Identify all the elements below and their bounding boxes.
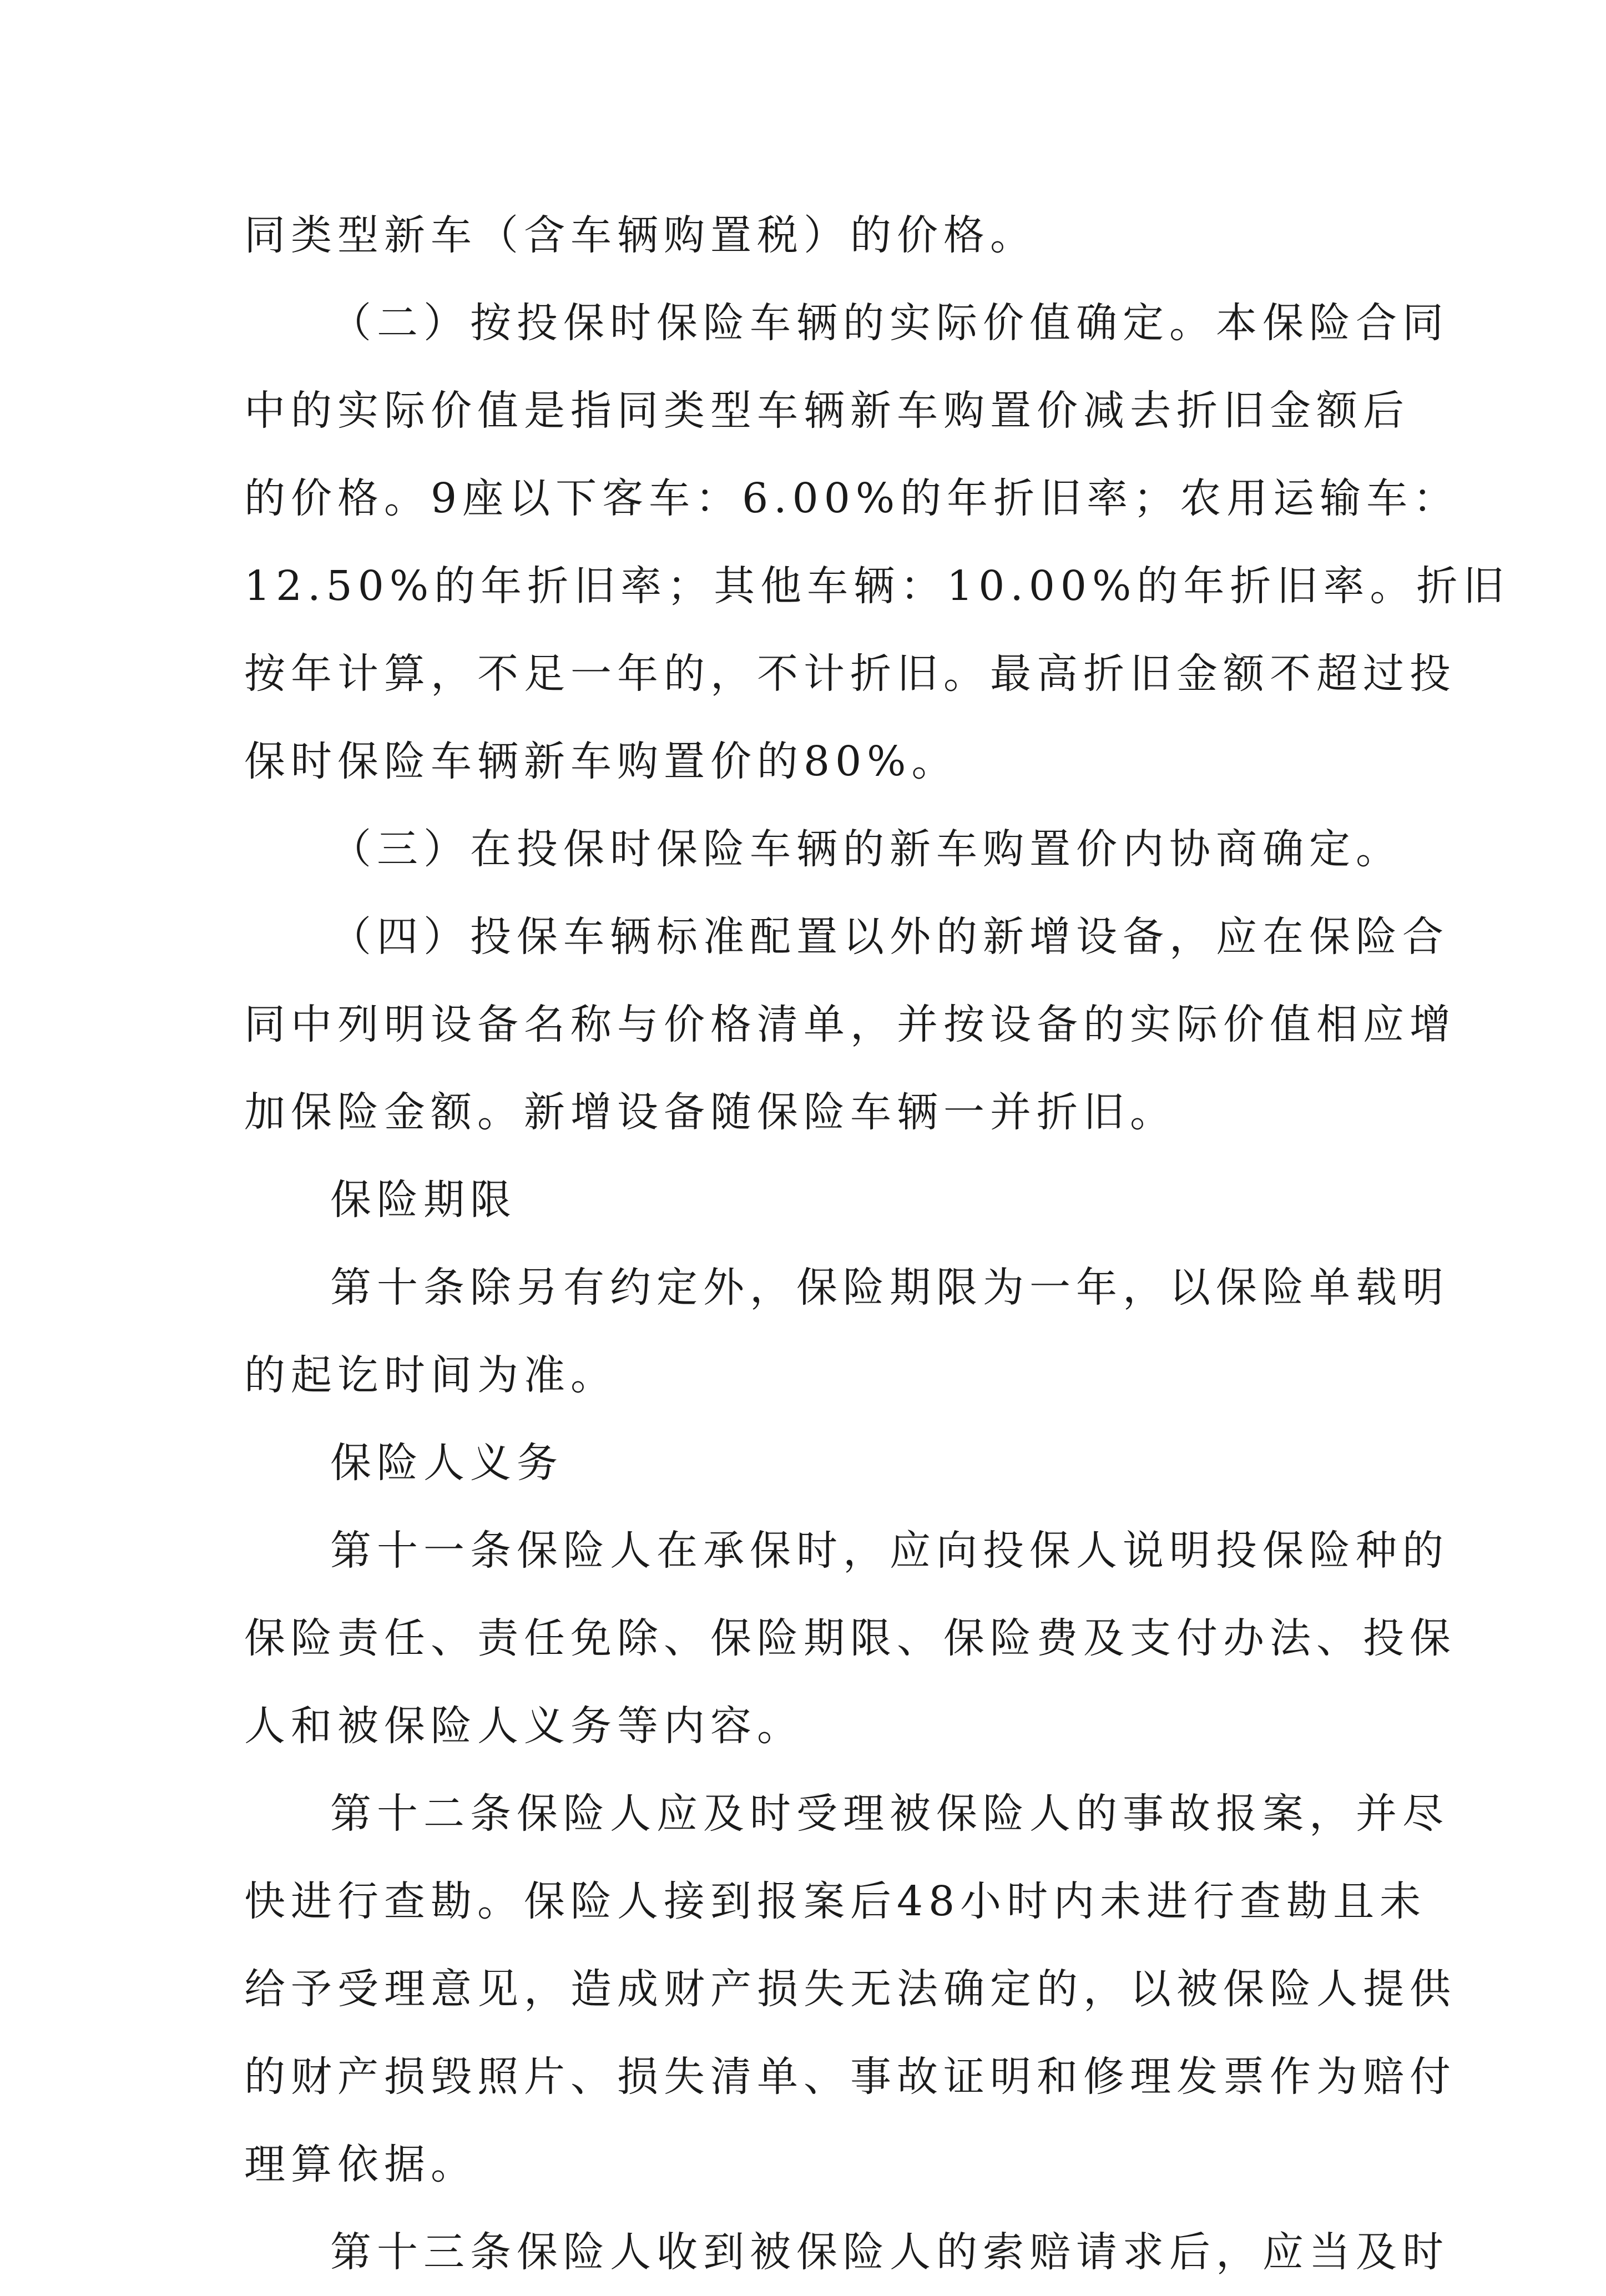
text-line: 第十三条保险人收到被保险人的索赔请求后，应当及时 xyxy=(330,2228,1449,2276)
text-line: 第十条除另有约定外，保险期限为一年，以保险单载明 xyxy=(330,1264,1449,1311)
text-line: 同中列明设备名称与价格清单，并按设备的实际价值相应增 xyxy=(244,1001,1456,1048)
section-heading-insurance-period: 保险期限 xyxy=(330,1176,517,1224)
text-line: 给予受理意见，造成财产损失无法确定的，以被保险人提供 xyxy=(244,1965,1456,2013)
text-line: 同类型新车（含车辆购置税）的价格。 xyxy=(244,211,1037,259)
section-heading-insurer-obligations: 保险人义务 xyxy=(330,1439,563,1487)
text-line: 第十一条保险人在承保时，应向投保人说明投保险种的 xyxy=(330,1527,1449,1575)
text-line: 中的实际价值是指同类型车辆新车购置价减去折旧金额后 xyxy=(244,387,1410,435)
text-line: 保时保险车辆新车购置价的80%。 xyxy=(244,738,958,785)
text-line: 12.50%的年折旧率；其他车辆：10.00%的年折旧率。折旧 xyxy=(244,562,1510,610)
text-line: 加保险金额。新增设备随保险车辆一并折旧。 xyxy=(244,1088,1176,1136)
text-line: 人和被保险人义务等内容。 xyxy=(244,1702,804,1750)
text-line: （四）投保车辆标准配置以外的新增设备，应在保险合 xyxy=(330,913,1449,961)
text-line: 的起讫时间为准。 xyxy=(244,1351,617,1399)
document-body xyxy=(244,191,1510,2296)
text-line: （二）按投保时保险车辆的实际价值确定。本保险合同 xyxy=(330,299,1449,347)
text-line: 保险责任、责任免除、保险期限、保险费及支付办法、投保 xyxy=(244,1614,1456,1662)
text-line: 的财产损毁照片、损失清单、事故证明和修理发票作为赔付 xyxy=(244,2053,1456,2101)
text-line: 按年计算，不足一年的，不计折旧。最高折旧金额不超过投 xyxy=(244,650,1456,698)
text-line: 第十二条保险人应及时受理被保险人的事故报案，并尽 xyxy=(330,1790,1449,1838)
text-line: 的价格。9座以下客车：6.00%的年折旧率；农用运输车： xyxy=(244,475,1460,522)
text-line: 理算依据。 xyxy=(244,2141,477,2188)
text-line: （三）在投保时保险车辆的新车购置价内协商确定。 xyxy=(330,825,1402,873)
text-line: 快进行查勘。保险人接到报案后48小时内未进行查勘且未 xyxy=(244,1878,1427,1925)
